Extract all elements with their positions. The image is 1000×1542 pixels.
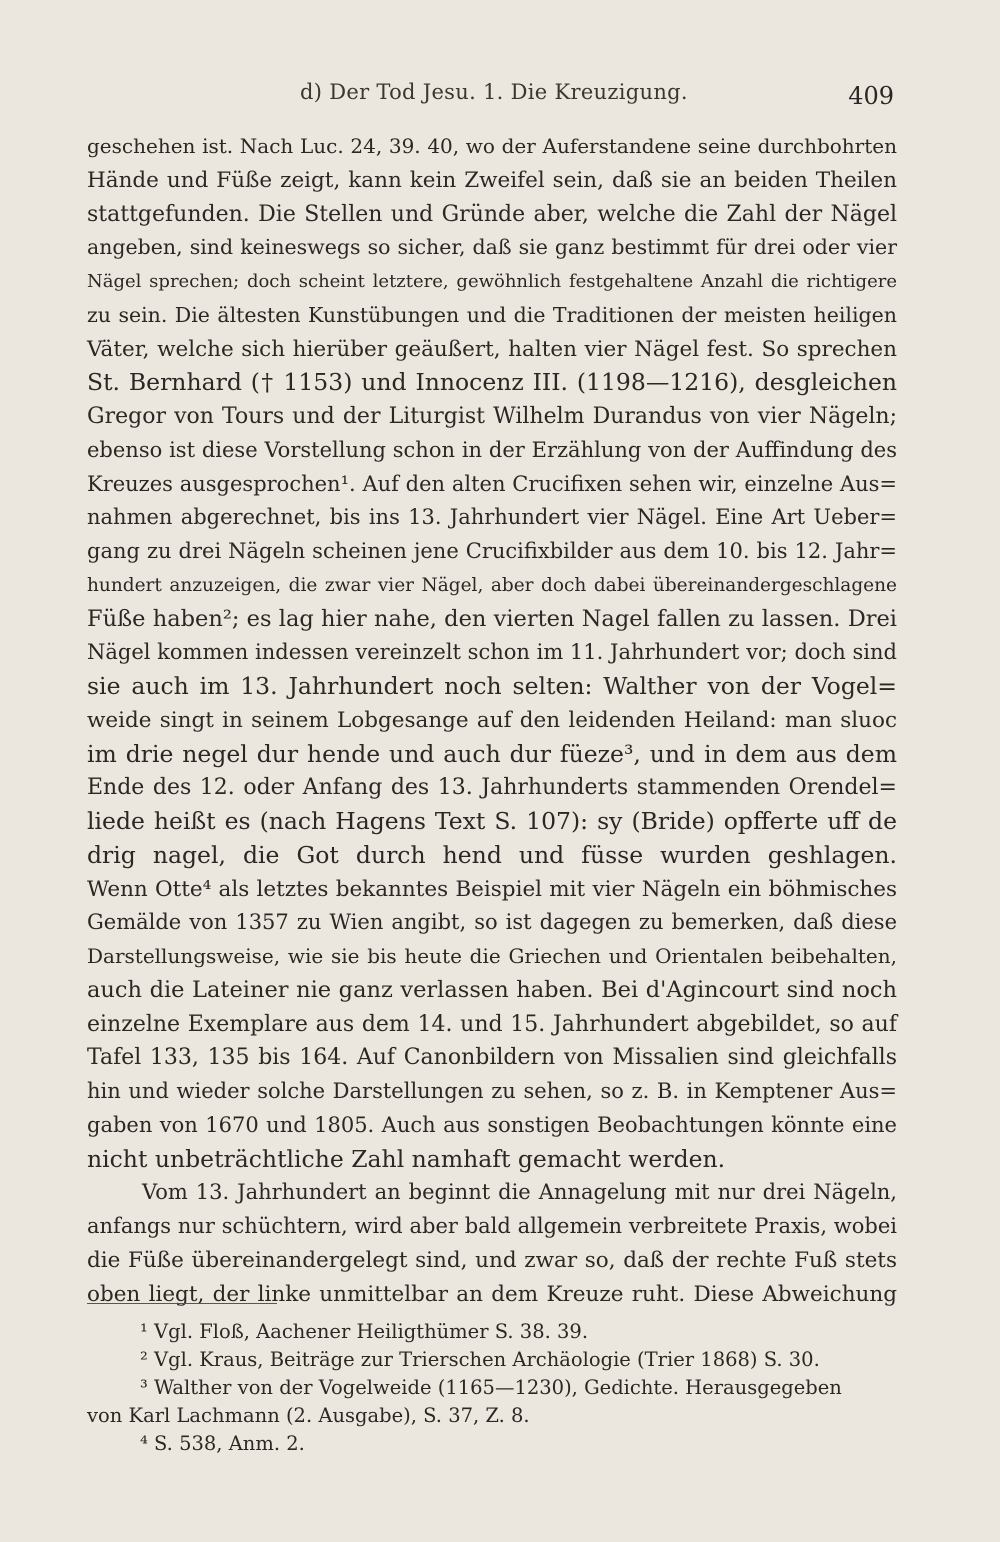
footnotes [87,1318,897,1458]
text-line: stattgefunden. Die Stellen und Gründe aber, welche die Zahl der Nägel [87,201,897,227]
footnote: ² Vgl. Kraus, Beiträge zur Trierschen Archäologie (Trier 1868) S. 30. [140,1348,820,1371]
text-line: ebenso ist diese Vorstellung schon in der Erzählung von der Auffindung des [87,437,897,462]
text-line: gaben von 1670 und 1805. Auch aus sonstigen Beobachtungen könnte eine [87,1112,897,1137]
text-line: zu sein. Die ältesten Kunstübungen und die Traditionen der meisten heiligen [87,302,897,327]
text-line: Gemälde von 1357 zu Wien angibt, so ist dagegen zu bemerken, daß diese [87,910,897,935]
text-line: hundert anzuzeigen, die zwar vier Nägel, aber doch dabei übereinandergeschlagene [87,574,897,596]
text-line: Kreuzes ausgesprochen¹. Auf den alten Crucifixen sehen wir, einzelne Aus= [87,471,897,496]
footnote-rule [87,1303,277,1304]
footnote: ¹ Vgl. Floß, Aachener Heiligthümer S. 38. 39. [140,1320,589,1343]
text-line: St. Bernhard († 1153) und Innocenz III. (1198—1216), desgleichen [87,368,897,397]
body-text [87,130,897,1311]
text-line: Füße haben²; es lag hier nahe, den vierten Nagel fallen zu lassen. Drei [87,605,897,632]
footnote: ⁴ S. 538, Anm. 2. [140,1432,305,1455]
text-line: Gregor von Tours und der Liturgist Wilhelm Durandus von vier Nägeln; [87,404,897,429]
text-line: liede heißt es (nach Hagens Text S. 107): sy (Bride) opfferte uff de [87,807,897,835]
text-line: angeben, sind keineswegs so sicher, daß sie ganz bestimmt für drei oder vier [87,235,897,260]
text-line: oben liegt, der linke unmittelbar an dem Kreuze ruht. Diese Abweichung [87,1281,897,1307]
running-head: d) Der Tod Jesu. 1. Die Kreuzigung. [300,80,688,104]
text-line: Wenn Otte⁴ als letztes bekanntes Beispiel mit vier Nägeln ein böhmisches [87,876,897,902]
text-line: sie auch im 13. Jahrhundert noch selten: Walther von der Vogel= [87,672,897,700]
text-line: gang zu drei Nägeln scheinen jene Crucifixbilder aus dem 10. bis 12. Jahr= [87,539,897,563]
text-line: Ende des 12. oder Anfang des 13. Jahrhunderts stammenden Orendel= [87,775,897,801]
text-line: die Füße übereinandergelegt sind, und zwar so, daß der rechte Fuß stets [87,1247,897,1273]
footnote-continuation: von Karl Lachmann (2. Ausgabe), S. 37, Z. 8. [87,1404,530,1427]
text-line: einzelne Exemplare aus dem 14. und 15. Jahrhundert abgebildet, so auf [87,1011,897,1037]
text-line: Nägel kommen indessen vereinzelt schon im 11. Jahrhundert vor; doch sind [87,640,897,665]
text-line: weide singt in seinem Lobgesange auf den leidenden Heiland: man sluoc [87,707,897,733]
text-line: drig nagel, die Got durch hend und füsse wurden geshlagen. [87,840,897,869]
text-line: nicht unbeträchtliche Zahl namhaft gemacht werden. [87,1144,726,1173]
text-line: Vom 13. Jahrhundert an beginnt die Annagelung mit nur drei Nägeln, [142,1180,897,1205]
text-line: anfangs nur schüchtern, wird aber bald allgemein verbreitete Praxis, wobei [87,1214,897,1238]
page-number: 409 [848,82,894,110]
text-line: Darstellungsweise, wie sie bis heute die Griechen und Orientalen beibehalten, [87,944,897,968]
text-line: geschehen ist. Nach Luc. 24, 39. 40, wo der Auferstandene seine durchbohrten [87,134,897,158]
text-line: auch die Lateiner nie ganz verlassen haben. Bei d'Agincourt sind noch [87,976,897,1003]
text-line: Väter, welche sich hierüber geäußert, halten vier Nägel fest. So sprechen [87,336,897,362]
text-line: Hände und Füße zeigt, kann kein Zweifel sein, daß sie an beiden Theilen [87,167,897,193]
footnote: ³ Walther von der Vogelweide (1165—1230), Gedichte. Herausgegeben [140,1376,842,1399]
text-line: Tafel 133, 135 bis 164. Auf Canonbildern von Missalien sind gleichfalls [87,1045,897,1071]
text-line: hin und wieder solche Darstellungen zu sehen, so z. B. in Kemptener Aus= [87,1079,897,1103]
text-line: nahmen abgerechnet, bis ins 13. Jahrhundert vier Nägel. Eine Art Ueber= [87,505,897,530]
text-line: Nägel sprechen; doch scheint letztere, gewöhnlich festgehaltene Anzahl die richtigere [87,271,897,292]
text-line: im drie negel dur hende und auch dur füeze³, und in dem aus dem [87,739,897,768]
